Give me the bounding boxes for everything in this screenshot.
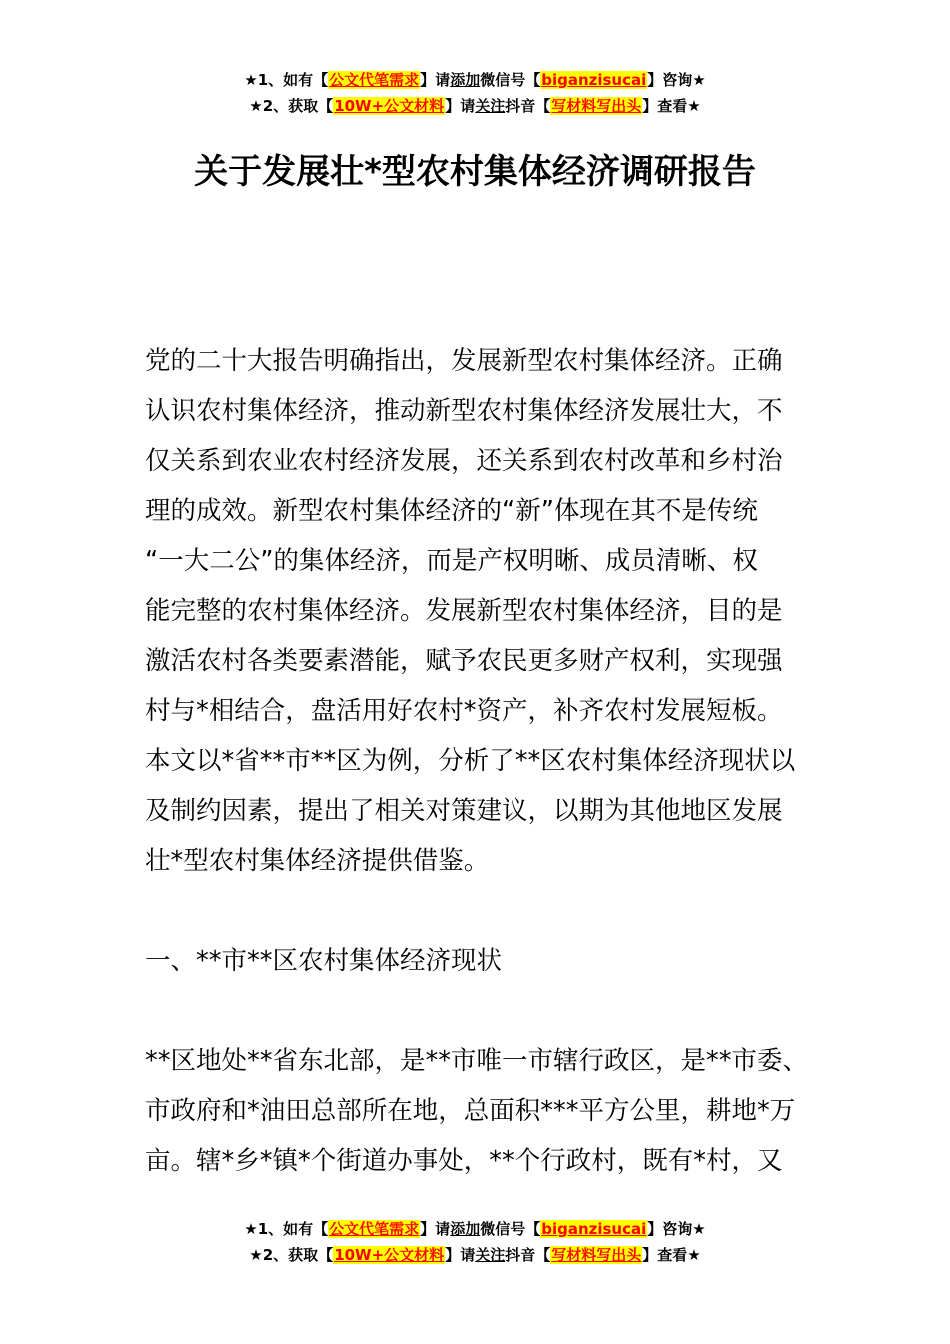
intro-paragraph: [145, 336, 810, 886]
paragraph-line: 及制约因素，提出了相关对策建议，以期为其他地区发展: [145, 796, 783, 826]
promo-text: 】咨询★: [647, 1220, 706, 1238]
promo-text: 微信号【: [480, 1220, 541, 1238]
promo-highlight: 10W+公文材料: [334, 97, 445, 115]
promo-line-2: [0, 1242, 950, 1268]
promo-text: 微信号【: [480, 71, 541, 89]
paragraph-line: 亩。辖*乡*镇*个街道办事处，**个行政村，既有*村，又: [145, 1146, 783, 1176]
promo-text: ★2、获取【: [249, 97, 334, 115]
paragraph-line: 市政府和*油田总部所在地，总面积***平方公里，耕地*万: [145, 1096, 796, 1126]
promo-text: 】请: [420, 1220, 451, 1238]
paragraph-line: 党的二十大报告明确指出，发展新型农村集体经济。正确: [145, 346, 783, 376]
paragraph-line: “一大二公”的集体经济，而是产权明晰、成员清晰、权: [145, 546, 758, 576]
promo-underlined-text: 关注: [475, 1246, 506, 1264]
promo-text: 】查看★: [642, 1246, 701, 1264]
promo-line-2: [0, 93, 950, 119]
promo-underlined-text: 关注: [475, 97, 506, 115]
top-promo-banner: [0, 67, 950, 119]
paragraph-line: 激活农村各类要素潜能，赋予农民更多财产权利，实现强: [145, 646, 783, 676]
document-title: 关于发展壮*型农村集体经济调研报告: [194, 152, 756, 192]
paragraph-line: 认识农村集体经济，推动新型农村集体经济发展壮大，不: [145, 396, 783, 426]
promo-underlined-text: 添加: [450, 71, 481, 89]
promo-text: 】请: [445, 1246, 476, 1264]
promo-text: ★1、如有【: [244, 71, 329, 89]
paragraph-line: 仅关系到农业农村经济发展，还关系到农村改革和乡村治: [145, 446, 783, 476]
paragraph-line: 理的成效。新型农村集体经济的“新”体现在其不是传统: [145, 496, 758, 526]
douyin-account-highlight: 写材料写出头: [551, 97, 642, 115]
promo-text: 】查看★: [642, 97, 701, 115]
promo-text: 抖音【: [505, 97, 551, 115]
wechat-id-highlight: biganzisucai: [541, 71, 647, 89]
promo-text: 】请: [445, 97, 476, 115]
section-heading: 一、**市**区农村集体经济现状: [145, 946, 503, 976]
promo-text: 】咨询★: [647, 71, 706, 89]
promo-line-1: [0, 67, 950, 93]
promo-line-1: [0, 1216, 950, 1242]
douyin-account-highlight: 写材料写出头: [551, 1246, 642, 1264]
promo-text: ★2、获取【: [249, 1246, 334, 1264]
promo-highlight: 10W+公文材料: [334, 1246, 445, 1264]
promo-text: 】请: [420, 71, 451, 89]
paragraph-line: 村与*相结合，盘活用好农村*资产，补齐农村发展短板。: [145, 696, 783, 726]
paragraph-line: 能完整的农村集体经济。发展新型农村集体经济，目的是: [145, 596, 783, 626]
promo-text: 抖音【: [505, 1246, 551, 1264]
bottom-promo-banner: [0, 1216, 950, 1268]
promo-highlight: 公文代笔需求: [329, 71, 420, 89]
paragraph-line: 壮*型农村集体经济提供借鉴。: [145, 846, 490, 876]
promo-text: ★1、如有【: [244, 1220, 329, 1238]
promo-highlight: 公文代笔需求: [329, 1220, 420, 1238]
section-paragraph: [145, 1036, 835, 1186]
promo-underlined-text: 添加: [450, 1220, 481, 1238]
paragraph-line: 本文以*省**市**区为例，分析了**区农村集体经济现状以: [145, 746, 796, 776]
wechat-id-highlight: biganzisucai: [541, 1220, 647, 1238]
paragraph-line: **区地处**省东北部，是**市唯一市辖行政区，是**市委、: [145, 1046, 809, 1076]
